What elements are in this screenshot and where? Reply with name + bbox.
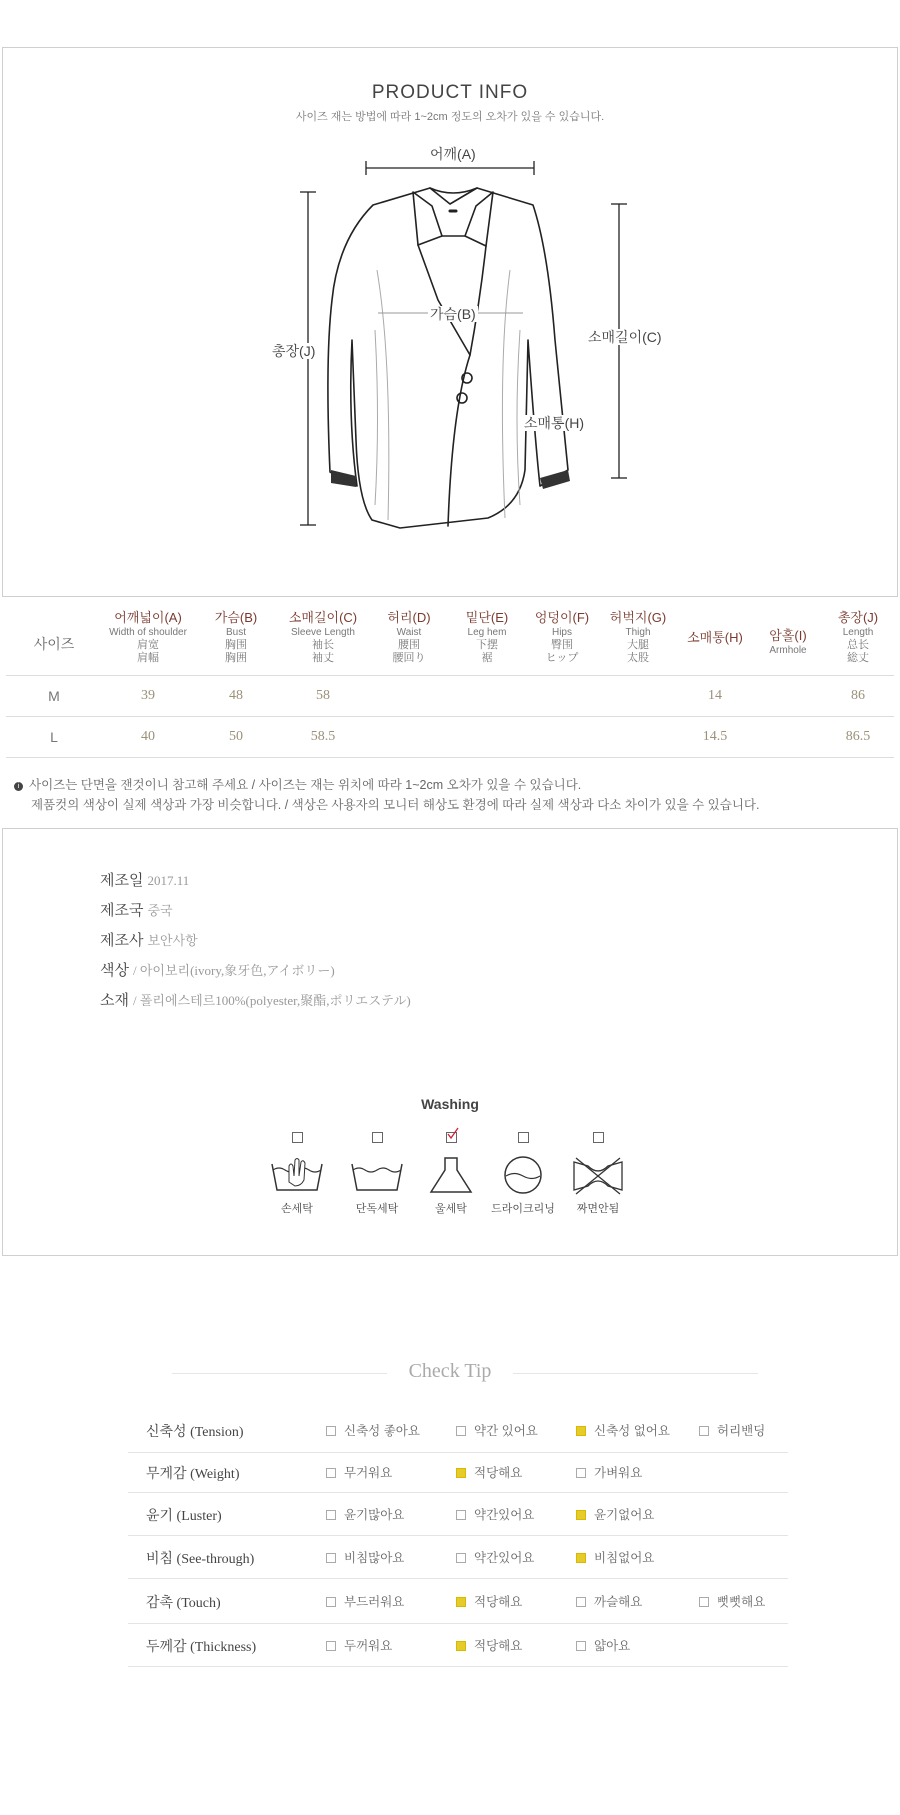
check-tip-option	[326, 1592, 404, 1610]
check-tip-row	[128, 1623, 788, 1667]
value-cell	[754, 717, 822, 758]
checkbox-selected	[456, 1641, 466, 1651]
check-tip-option	[326, 1463, 392, 1481]
size-notes	[14, 775, 759, 815]
col-header: 엉덩이(F) Hips 臀围 ヒップ	[534, 610, 590, 664]
checkbox-selected	[576, 1426, 586, 1436]
check-tip-option	[576, 1592, 642, 1610]
product-info-subtitle: 사이즈 재는 방법에 따라 1~2cm 정도의 오차가 있을 수 있습니다.	[295, 111, 605, 123]
checkbox	[372, 1132, 383, 1143]
col-header: 밑단(E) Leg hem 下摆 裾	[465, 610, 509, 664]
note-line-1: 사이즈는 단면을 잰것이니 참고해 주세요 / 사이즈는 재는 위치에 따라 1~2cm 오차가 있을 수 있습니다.	[29, 778, 582, 792]
table-row	[6, 676, 894, 717]
sleeve-label: 소매길이(C)	[588, 329, 662, 345]
checkbox	[699, 1426, 709, 1436]
size-cell: M	[6, 676, 102, 717]
check-tip-option	[576, 1548, 654, 1566]
size-table	[6, 604, 894, 758]
value-cell	[450, 676, 524, 717]
check-tip-option-label: 윤기없어요	[594, 1507, 655, 1522]
check-tip-label: 비침 (See-through)	[146, 1551, 255, 1567]
product-info-title: PRODUCT INFO	[371, 82, 529, 103]
value-cell: 86.5	[822, 717, 894, 758]
checkbox	[326, 1510, 336, 1520]
check-tip-option-label: 가벼워요	[594, 1466, 643, 1480]
info-icon: i	[14, 782, 23, 791]
checkbox	[456, 1553, 466, 1563]
value-cell: 14	[676, 676, 754, 717]
wash-item-separate: 단독세탁	[332, 1130, 422, 1216]
check-tip-option-label: 얇아요	[594, 1638, 631, 1653]
value-cell: 40	[102, 717, 194, 758]
check-tip-option	[576, 1636, 630, 1654]
check-tip-option-label: 윤기많아요	[344, 1507, 405, 1522]
value-cell: 48	[194, 676, 278, 717]
check-tip-option	[576, 1505, 654, 1523]
check-tip-option	[456, 1548, 534, 1566]
check-tip-option	[576, 1463, 642, 1481]
jacket-measurement-diagram	[0, 0, 900, 600]
checkbox	[576, 1641, 586, 1651]
check-tip-option-label: 비침없어요	[594, 1550, 655, 1565]
wool-wash-icon	[421, 1154, 481, 1196]
check-tip-option-label: 허리밴딩	[717, 1424, 766, 1438]
check-tip-row	[128, 1535, 788, 1579]
checkbox	[326, 1553, 336, 1563]
checkbox	[326, 1641, 336, 1651]
dry-clean-icon	[493, 1154, 553, 1196]
value-cell: 58.5	[278, 717, 368, 758]
check-tip-row	[128, 1452, 788, 1493]
check-tip-option	[699, 1421, 765, 1439]
check-tip-label: 신축성 (Tension)	[146, 1425, 244, 1440]
length-label: 총장(J)	[272, 343, 316, 359]
check-tip-row	[128, 1492, 788, 1536]
table-row	[6, 717, 894, 758]
value-cell	[524, 717, 600, 758]
check-tip-label: 감촉 (Touch)	[146, 1595, 221, 1611]
check-tip-label: 윤기 (Luster)	[146, 1508, 222, 1524]
chest-label: 가슴(B)	[430, 306, 476, 322]
check-tip-option	[326, 1548, 404, 1566]
checkbox	[292, 1132, 303, 1143]
value-cell: 86	[822, 676, 894, 717]
size-cell: L	[6, 717, 102, 758]
check-tip-option-label: 비침많아요	[344, 1550, 405, 1565]
value-cell	[368, 676, 450, 717]
value-cell	[450, 717, 524, 758]
check-tip-option-label: 무거워요	[344, 1466, 393, 1480]
check-tip-option	[326, 1505, 404, 1523]
check-tip-title: Check Tip	[408, 1360, 492, 1382]
check-tip-option	[456, 1592, 522, 1610]
check-tip-option	[456, 1505, 534, 1523]
col-header: 허벅지(G) Thigh 大腿 太股	[609, 610, 667, 664]
jacket-outline	[328, 188, 568, 528]
check-tip-option-label: 약간있어요	[474, 1507, 535, 1522]
check-tip-option	[456, 1636, 522, 1654]
check-tip-option-label: 약간있어요	[474, 1550, 535, 1565]
checkbox	[326, 1426, 336, 1436]
sleeve-width-label: 소매통(H)	[524, 415, 585, 431]
check-tip-option	[456, 1421, 538, 1439]
checkbox	[326, 1468, 336, 1478]
detail-row-color: 색상 / 아이보리(ivory,象牙色,アイボリー)	[100, 962, 335, 979]
check-tip-label: 무게감 (Weight)	[146, 1467, 240, 1482]
check-tip-row	[128, 1408, 788, 1453]
value-cell	[524, 676, 600, 717]
check-tip-option-label: 적당해요	[474, 1594, 523, 1609]
col-header: 암홀(I) Armhole	[769, 628, 807, 656]
wash-item-dry-clean: 드라이크리닝	[478, 1130, 568, 1216]
check-tip-option-label: 두꺼워요	[344, 1638, 393, 1653]
checkbox	[326, 1597, 336, 1607]
checkbox	[576, 1468, 586, 1478]
checkmark-icon	[446, 1127, 460, 1141]
check-tip-option-label: 약간 있어요	[474, 1424, 538, 1438]
hand-wash-icon	[267, 1154, 327, 1196]
col-header: 가슴(B) Bust 胸围 胸囲	[214, 610, 258, 664]
check-tip-option-label: 부드러워요	[344, 1594, 405, 1609]
check-tip-option-label: 신축성 좋아요	[344, 1424, 420, 1438]
value-cell	[600, 676, 676, 717]
wash-item-hand: 손세탁	[252, 1130, 342, 1216]
detail-row-manufacture-date: 제조일 2017.11	[100, 872, 190, 889]
value-cell: 39	[102, 676, 194, 717]
checkbox	[593, 1132, 604, 1143]
size-table-header	[6, 604, 894, 676]
col-header: 소매길이(C) Sleeve Length 袖长 袖丈	[288, 610, 358, 664]
col-header: 어깨넓이(A) Width of shoulder 肩宽 肩幅	[109, 610, 187, 664]
checkbox	[456, 1426, 466, 1436]
col-header: 소매통(H)	[687, 630, 743, 645]
value-cell: 14.5	[676, 717, 754, 758]
check-tip-option	[456, 1463, 522, 1481]
value-cell	[600, 717, 676, 758]
checkbox-selected	[576, 1553, 586, 1563]
col-header: 허리(D) Waist 腰围 腰回り	[387, 610, 431, 664]
checkbox-checked	[446, 1132, 457, 1143]
col-header: 총장(J) Length 总长 総丈	[837, 610, 879, 664]
detail-row-manufacturer: 제조사 보안사항	[100, 932, 198, 949]
wash-item-no-wring: 짜면안됨	[553, 1130, 643, 1216]
check-tip-row	[128, 1578, 788, 1624]
check-tip-option-label: 신축성 없어요	[594, 1424, 670, 1438]
checkbox-selected	[456, 1468, 466, 1478]
separate-wash-icon	[347, 1154, 407, 1196]
wash-item-wool: 울세탁	[406, 1130, 496, 1216]
checkbox	[518, 1132, 529, 1143]
checkbox	[456, 1510, 466, 1520]
check-tip-option-label: 적당해요	[474, 1466, 523, 1480]
detail-row-country: 제조국 중국	[100, 902, 173, 919]
value-cell: 50	[194, 717, 278, 758]
size-header: 사이즈	[33, 636, 75, 652]
value-cell	[368, 717, 450, 758]
washing-title: Washing	[421, 1096, 479, 1112]
shoulder-label: 어깨(A)	[430, 146, 476, 162]
detail-row-material: 소재 / 폴리에스테르100%(polyester,聚酯,ポリエステル)	[100, 992, 411, 1009]
checkbox-selected	[456, 1597, 466, 1607]
check-tip-option-label: 적당해요	[474, 1638, 523, 1653]
checkbox	[699, 1597, 709, 1607]
check-tip-option	[576, 1421, 670, 1439]
check-tip-option	[326, 1636, 392, 1654]
value-cell: 58	[278, 676, 368, 717]
value-cell	[754, 676, 822, 717]
note-line-2: 제품컷의 색상이 실제 색상과 가장 비슷합니다. / 색상은 사용자의 모니터 해상도 환경에 따라 실제 색상과 다소 차이가 있을 수 있습니다.	[31, 798, 760, 812]
check-tip-option-label: 뻣뻣해요	[717, 1594, 766, 1609]
do-not-wring-icon	[568, 1154, 628, 1196]
check-tip-option	[699, 1592, 765, 1610]
checkbox	[576, 1597, 586, 1607]
check-tip-option	[326, 1421, 420, 1439]
check-tip-option-label: 까슬해요	[594, 1594, 643, 1609]
check-tip-label: 두께감 (Thickness)	[146, 1639, 257, 1655]
checkbox-selected	[576, 1510, 586, 1520]
